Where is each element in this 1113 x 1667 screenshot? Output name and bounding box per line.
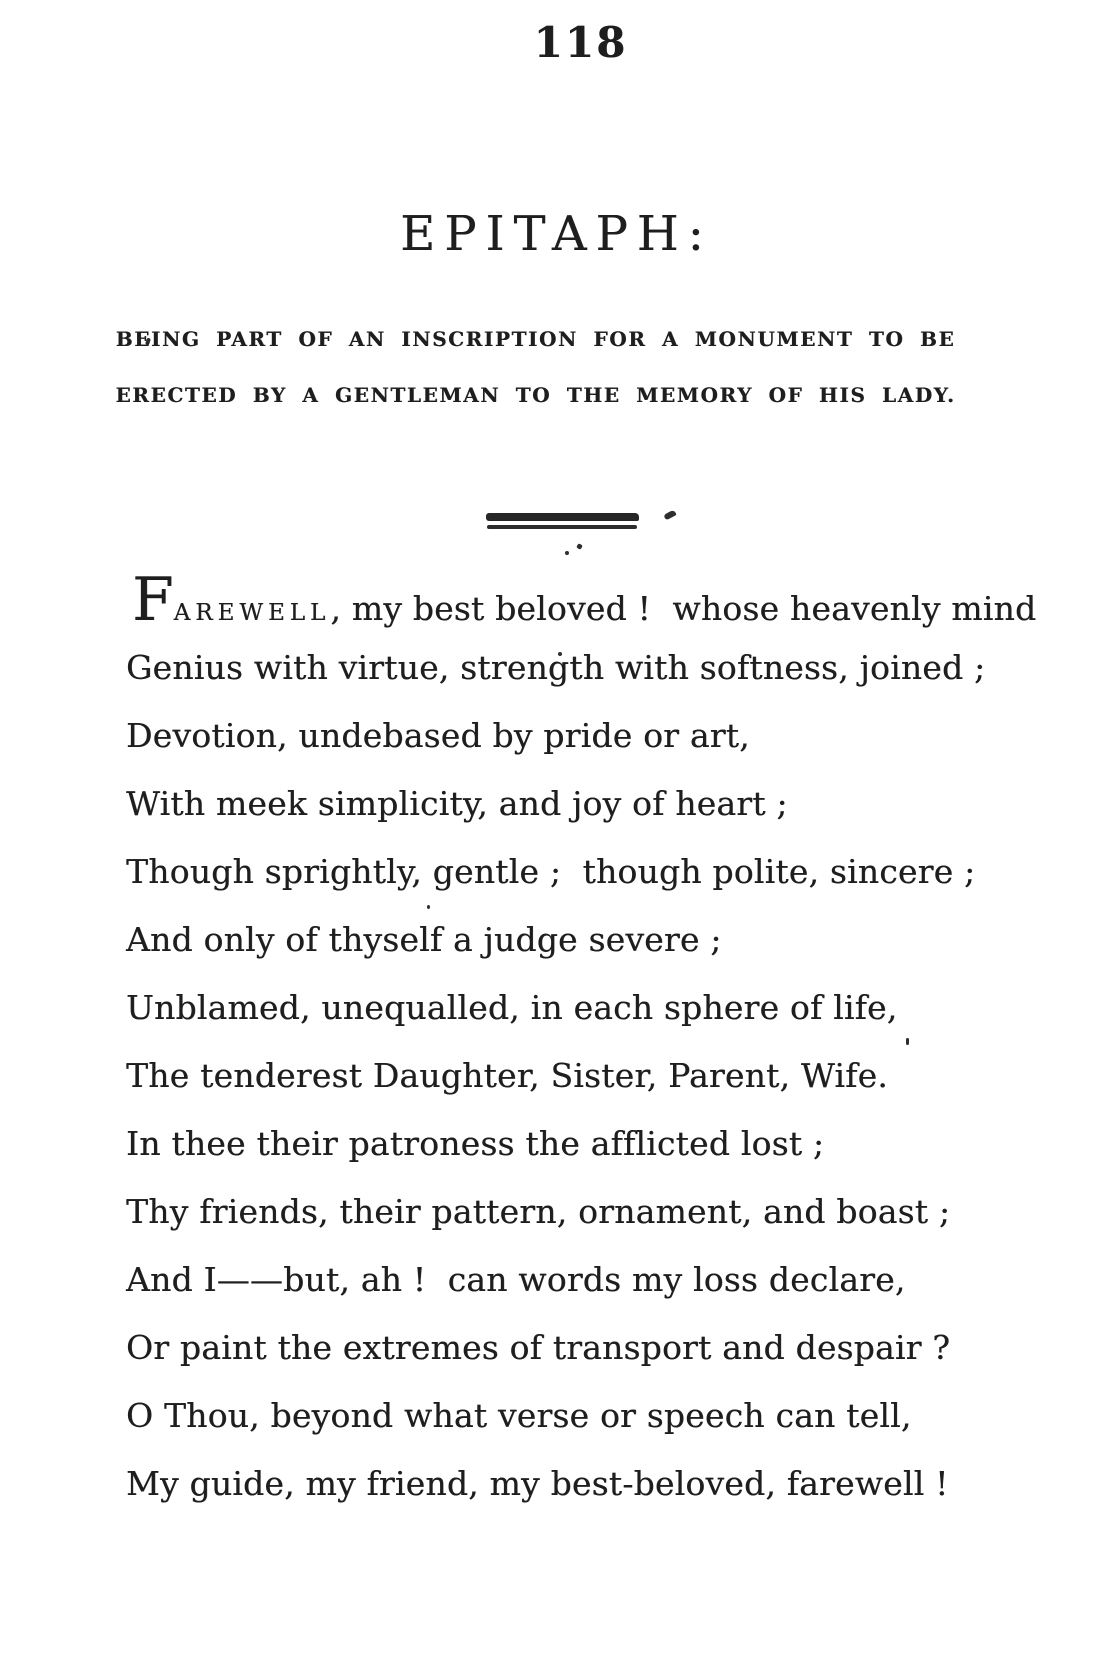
subtitle-line-2: ERECTED BY A GENTLEMAN TO THE MEMORY OF HIS LADY. <box>115 383 956 407</box>
poem-line: Genius with virtue, strength with softness, joined ; <box>126 648 986 687</box>
page-number: 118 <box>533 18 628 67</box>
small-caps-word: AREWELL <box>173 600 331 626</box>
poem-line: O Thou, beyond what verse or speech can tell, <box>126 1396 912 1435</box>
poem-line: With meek simplicity, and joy of heart ; <box>126 784 788 823</box>
poem-line: The tenderest Daughter, Sister, Parent, Wife. <box>126 1056 888 1095</box>
poem-line: My guide, my friend, my best-beloved, farewell ! <box>126 1464 949 1503</box>
page-title: EPITAPH: <box>400 206 713 262</box>
scan-speck-icon <box>576 543 583 550</box>
poem-line: In thee their patroness the afflicted lost ; <box>126 1124 825 1163</box>
poem-line: And I——but, ah ! can words my loss declare, <box>126 1260 906 1299</box>
poem-line <box>126 566 1086 634</box>
divider-rule-thin <box>487 525 637 529</box>
scan-speck-icon <box>663 510 676 521</box>
poem-line: Unblamed, unequalled, in each sphere of life, <box>126 988 898 1027</box>
divider-rule-thick <box>486 513 639 521</box>
poem-line-text: , my best beloved ! whose heavenly mind <box>330 589 1037 628</box>
poem-line: Though sprightly, gentle ; though polite, sincere ; <box>126 852 976 891</box>
scan-speck-icon <box>565 551 569 555</box>
poem-line: Thy friends, their pattern, ornament, and boast ; <box>126 1192 951 1231</box>
poem-line: And only of thyself a judge severe ; <box>126 920 722 959</box>
section-divider <box>486 513 639 529</box>
subtitle-line-1: BEING PART OF AN INSCRIPTION FOR A MONUMENT TO BE <box>115 327 956 351</box>
poem <box>126 566 1086 1518</box>
poem-line: Devotion, undebased by pride or art, <box>126 716 750 755</box>
poem-line: Or paint the extremes of transport and despair ? <box>126 1328 951 1367</box>
drop-cap: F <box>132 565 174 635</box>
